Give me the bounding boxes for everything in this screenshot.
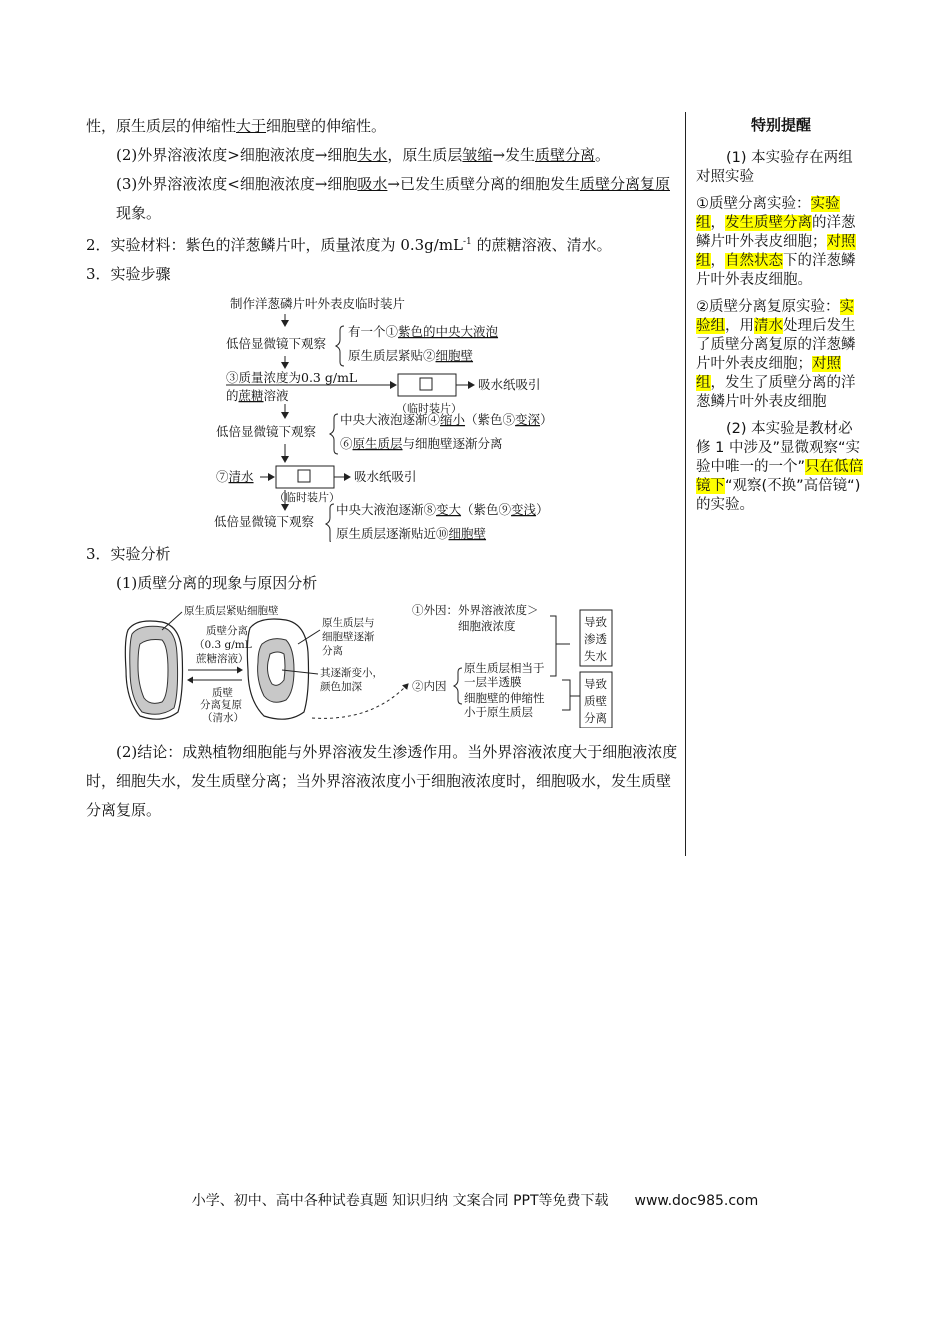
brace (330, 414, 338, 454)
brace (326, 504, 334, 542)
obs2-line2: ⑥原生质层与细胞壁逐渐分离 (340, 436, 503, 451)
label: （清水） (202, 712, 244, 724)
box2-line: 质壁 (584, 694, 607, 708)
paragraph-3 (86, 170, 680, 228)
text: →发生 (492, 146, 536, 164)
slide-square-2 (298, 470, 310, 482)
label: 蔗糖溶液） (196, 653, 249, 665)
text: ， (710, 215, 725, 231)
page-footer (0, 1190, 950, 1210)
highlight: 对照组 (696, 234, 856, 269)
text: (2) 本实验是教材必修 1 中涉及”显微观察“实验中唯一的一个” (696, 421, 860, 475)
text: 的蔗糖溶液、清水。 (471, 236, 612, 254)
analysis-heading (86, 540, 680, 598)
label: 原生质层相当于 (464, 661, 545, 675)
steps-flowchart (210, 292, 580, 542)
label: 小于原生质层 (464, 705, 533, 719)
slide-square (420, 378, 432, 390)
text: (3)外界溶液浓度<细胞液浓度→细胞 (116, 175, 358, 193)
text: ②质壁分离复原实验： (696, 299, 840, 315)
conclusion (86, 738, 680, 825)
vacuole-right (268, 652, 286, 685)
box1-line: 渗透 (584, 632, 607, 646)
highlight: 自然状态 (725, 253, 783, 269)
text: 细胞壁的伸缩性。 (266, 117, 387, 135)
reagent-water: ⑦清水 (216, 469, 254, 484)
heading-analysis: 3．实验分析 (86, 545, 171, 563)
superscript: -1 (463, 237, 472, 247)
highlight: 只在低倍镜下 (696, 459, 864, 494)
label-top: 原生质层紧贴细胞壁 (184, 605, 279, 617)
text: 下的洋葱鳞片叶外表皮细胞。 (696, 253, 856, 288)
label: 细胞壁逐渐 (322, 631, 375, 643)
tip-3 (696, 298, 866, 412)
step-observe-2: 低倍显微镜下观察 (216, 424, 317, 439)
subheading-phenomenon: (1)质壁分离的现象与原因分析 (116, 574, 318, 592)
main-text (86, 112, 680, 289)
bracket-connector (562, 680, 580, 710)
footer-url[interactable]: www.doc985.com (634, 1193, 759, 1209)
label: 质壁 (212, 687, 233, 699)
tip-2 (696, 195, 866, 290)
highlight: 发生质壁分离 (725, 215, 812, 231)
box1-line: 失水 (584, 649, 607, 663)
blank-answer: 失水 (357, 146, 388, 164)
heading-materials (86, 228, 680, 260)
blank-answer: 大于 (236, 117, 267, 135)
highlight: 实验组 (696, 299, 854, 334)
heading-steps: 3．实验步骤 (86, 265, 171, 283)
absorb-paper-1: 吸水纸吸引 (478, 377, 541, 392)
label: 原生质层与 (322, 617, 375, 629)
step-observe-3: 低倍显微镜下观察 (214, 514, 315, 529)
outer-cause: ①外因：外界溶液浓度＞ (412, 603, 539, 617)
label: 颜色加深 (320, 681, 362, 693)
text: 现象。 (116, 204, 162, 222)
text: 处理后发生了质壁分离复原的洋葱鳞片叶外表皮细胞； (696, 318, 856, 372)
text: 。 (595, 146, 611, 164)
label: 质壁分离 (206, 625, 248, 637)
reagent-sucrose-2: 的蔗糖溶液 (226, 388, 289, 403)
brace (454, 668, 462, 704)
reagent-sucrose-1: ③质量浓度为0.3 g/mL (226, 370, 358, 385)
footer-text: 小学、初中、高中各种试卷真题 知识归纳 文案合同 PPT等免费下载 (191, 1193, 609, 1209)
obs3-line1: 中央大液泡逐渐⑧变大（紫色⑨变浅） (336, 502, 549, 517)
slide-box (398, 374, 456, 396)
slide-label-2: （临时装片） (274, 491, 340, 504)
step-make-slide: 制作洋葱磷片叶外表皮临时装片 (230, 296, 406, 311)
plasmolysis-diagram (122, 600, 622, 728)
obs1-line2: 原生质层紧贴②细胞壁 (348, 348, 474, 363)
slide-box-2 (276, 466, 334, 488)
label: （0.3 g/mL (194, 639, 252, 651)
text: (2)外界溶液浓度>细胞液浓度→细胞 (116, 146, 358, 164)
tip-4 (696, 420, 866, 515)
text: ，发生了质壁分离的洋葱鳞片叶外表皮细胞 (696, 375, 856, 410)
bracket-connector (550, 616, 570, 676)
box2-line: 分离 (584, 711, 607, 725)
outer-cause-2: 细胞液浓度 (458, 619, 516, 633)
obs1-line1: 有一个①紫色的中央大液泡 (348, 324, 499, 339)
label: 分离 (322, 645, 343, 657)
highlight: 实验组 (696, 196, 840, 231)
inner-cause: ②内因 (412, 679, 447, 693)
blank-answer: 质壁分离 (535, 146, 596, 164)
obs2-line1: 中央大液泡逐渐④缩小（紫色⑤变深） (340, 412, 553, 427)
tip-1: (1) 本实验存在两组对照实验 (696, 150, 853, 185)
cytoplasm-left (138, 640, 168, 704)
paragraph-2 (86, 141, 680, 170)
text: ，原生质层 (387, 146, 463, 164)
obs3-line2: 原生质层逐渐贴近⑩细胞壁 (336, 526, 487, 541)
text: “观察(不换”高倍镜“)的实验。 (696, 478, 861, 513)
text: ， (710, 253, 725, 269)
box1-line: 导致 (584, 615, 607, 629)
pointer (298, 630, 320, 644)
highlight: 清水 (754, 318, 783, 334)
highlight: 对照组 (696, 356, 841, 391)
sidebar-title: 特别提醒 (750, 116, 811, 134)
sidebar-tips (696, 112, 866, 523)
column-divider (685, 112, 686, 856)
text: ，用 (725, 318, 754, 334)
text: ①质壁分离实验： (696, 196, 811, 212)
blank-answer: 质壁分离复原 (579, 175, 670, 193)
box2-line: 导致 (584, 677, 607, 691)
step-observe-1: 低倍显微镜下观察 (226, 336, 327, 351)
blank-answer: 吸水 (357, 175, 388, 193)
text: 性，原生质层的伸缩性 (86, 117, 237, 135)
text: 的洋葱鳞片叶外表皮细胞； (696, 215, 856, 250)
label: 一层半透膜 (464, 675, 522, 689)
label: 细胞壁的伸缩性 (464, 691, 545, 705)
label: 分离复原 (200, 699, 242, 711)
brace (336, 326, 344, 366)
blank-answer: 皱缩 (462, 146, 493, 164)
slide-label-1: （临时装片） (396, 402, 462, 415)
paragraph-1 (86, 112, 680, 141)
label: 其逐渐变小， (320, 667, 383, 679)
absorb-paper-2: 吸水纸吸引 (354, 469, 417, 484)
conclusion-text: (2)结论：成熟植物细胞能与外界溶液发生渗透作用。当外界溶液浓度大于细胞液浓度时，细胞失水，发生质壁分离；当外界溶液浓度小于细胞液浓度时，细胞吸水，发生质壁分离复原。 (86, 743, 678, 819)
text: 2．实验材料：紫色的洋葱鳞片叶，质量浓度为 0.3g/mL (86, 236, 464, 254)
text: →已发生质壁分离的细胞发生 (387, 175, 580, 193)
